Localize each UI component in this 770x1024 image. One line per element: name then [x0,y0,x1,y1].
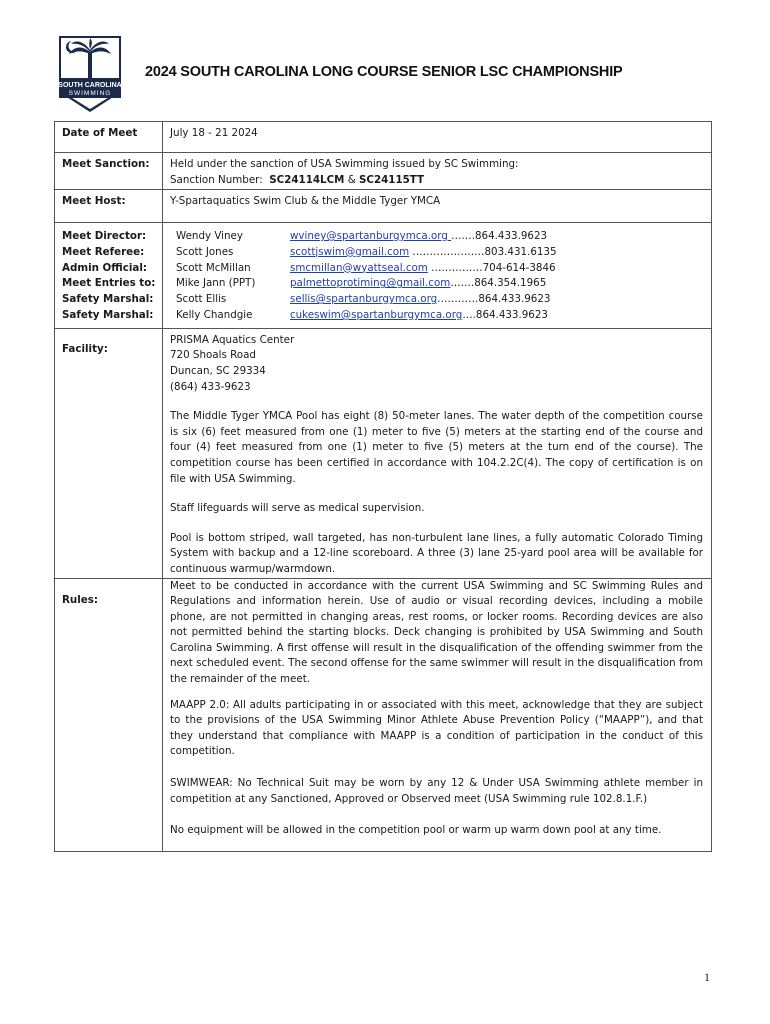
meet-info-table [54,121,712,852]
date-value: July 18 - 21 2024 [163,122,712,153]
rules-equipment: No equipment will be allowed in the competition pool or warm up warm down pool at any time. [170,824,662,837]
staff-email-link[interactable]: palmettoprotiming@gmail.com [290,277,451,290]
rules-label: Rules: [55,578,163,851]
sanction-amp: & [347,173,356,186]
staff-email-link[interactable]: cukeswim@spartanburgymca.org [290,308,463,321]
staff-roles [55,223,163,329]
staff-name: Kelly Chandgie [176,308,253,321]
sanction-line1: Held under the sanction of USA Swimming issued by SC Swimming: [170,158,519,170]
role-label: Meet Entries to: [62,277,156,290]
sanction-label: Meet Sanction: [55,153,163,190]
staff-phone: 864.433.9623 [475,230,548,242]
role-label: Meet Director: [62,230,147,242]
facility-row [55,328,712,578]
logo-text-line1: SOUTH CAROLINA [58,82,122,89]
leader-dots: ……. [450,277,475,290]
staff-contact [290,292,703,308]
facility-pool-description: The Middle Tyger YMCA Pool has eight (8) 50-meter lanes. The water depth of the competition course is six (6) feet measured from one (1) meter to five (5) meters at the starting end of the course and four (4) feet measured from one (1) meter to five (5) meters at the turn end of the course). The competition course has been certified in accordance with 104.2.2C(4). The copy of certification is on file with USA Swimming. [170,410,703,485]
host-value: Y-Spartaquatics Swim Club & the Middle Tyger YMCA [163,190,712,223]
date-row [55,122,712,153]
staff-phone: 803.431.6135 [484,245,557,258]
facility-city: Duncan, SC 29334 [170,364,266,377]
rules-maapp: MAAPP 2.0: All adults participating in or associated with this meet, acknowledge that they are subject to the provisions of the USA Swimming Minor Athlete Abuse Prevention Policy (“MAAPP”), and that they understand that compliance with MAAPP is a condition of participation in the conduct of this competition. [170,698,703,758]
page-title: 2024 SOUTH CAROLINA LONG COURSE SENIOR LSC CHAMPIONSHIP [145,64,623,80]
facility-label: Facility: [55,328,163,578]
leader-dots: …. [462,308,476,321]
staff-contact [290,261,703,277]
staff-contact [290,276,703,292]
staff-email-link[interactable]: scottjswim@gmail.com [290,245,410,258]
facility-equipment: Pool is bottom striped, wall targeted, has non-turbulent lane lines, a fully automatic Colorado Timing System with backup and a 12-line scoreboard. A three (3) lane 25-yard pool area will be available for continuous warmup/warmdown. [170,531,703,575]
leader-dots: …………… [427,261,483,274]
staff-email-link[interactable]: smcmillan@wyattseal.com [290,261,428,274]
facility-phone: (864) 433-9623 [170,380,251,393]
rules-row [55,578,712,851]
logo-text-line2: SWIMMING [68,90,112,97]
staff-name: Wendy Viney [176,230,243,242]
leader-dots: ………… [437,293,479,306]
rules-swimwear: SWIMWEAR: No Technical Suit may be worn by any 12 & Under USA Swimming athlete member in competition at any Sanctioned, Approved or Observed meet (USA Swimming rule 102.8.1.F.) [170,777,703,805]
leader-dots: ………………… [409,245,485,258]
sanction-line2 [170,173,703,189]
role-label: Admin Official: [62,261,147,274]
staff-email-link[interactable]: sellis@spartanburgymca.org [290,293,438,306]
facility-lifeguards: Staff lifeguards will serve as medical supervision. [170,502,425,515]
staff-name: Scott McMillan [176,261,251,274]
staff-contacts [163,223,712,329]
staff-phone: 864.433.9623 [475,308,548,321]
staff-contact [290,308,703,324]
staff-phone: 864.354.1965 [474,277,547,290]
date-label: Date of Meet [55,122,163,153]
facility-street: 720 Shoals Road [170,349,256,362]
staff-contact [290,229,703,245]
role-label: Meet Referee: [62,245,145,258]
staff-name: Scott Jones [176,245,234,258]
staff-phone: 704-614-3846 [482,261,556,274]
staff-email-link[interactable]: wviney@spartanburgymca.org [290,230,452,242]
south-carolina-swimming-logo [55,34,125,114]
host-row [55,190,712,223]
rules-value [163,578,712,851]
staff-name: Mike Jann (PPT) [176,277,256,290]
staff-phone: 864.433.9623 [478,293,551,306]
rules-conduct: Meet to be conducted in accordance with the current USA Swimming and SC Swimming Rules and Regulations and information herein. Use of audio or visual recording devices, including a mobile phone, are not permitted in changing areas, rest rooms, or locker rooms. Recording devices are also not permitted behind the starting blocks. Deck changing is prohibited by USA Swimming and South Carolina Swimming. A first offense will result in the disqualification of the offending swimmer from the next scheduled event. The second offense for the same swimmer will result in the disqualification from the remainder of the meet. [170,579,703,686]
sanction-value [163,153,712,190]
staff-name: Scott Ellis [176,293,227,306]
leader-dots: ……. [451,230,475,242]
sanction-number-2: SC24115TT [359,173,425,186]
sanction-row [55,153,712,190]
role-label: Safety Marshal: [62,308,154,321]
facility-name: PRISMA Aquatics Center [170,333,295,346]
facility-value [163,328,712,578]
sanction-number-1: SC24114LCM [269,173,345,186]
staff-contact [290,245,703,261]
page-number: 1 [704,970,710,984]
staff-row [55,223,712,329]
host-label: Meet Host: [55,190,163,223]
role-label: Safety Marshal: [62,293,154,306]
sanction-number-label: Sanction Number: [170,173,263,186]
